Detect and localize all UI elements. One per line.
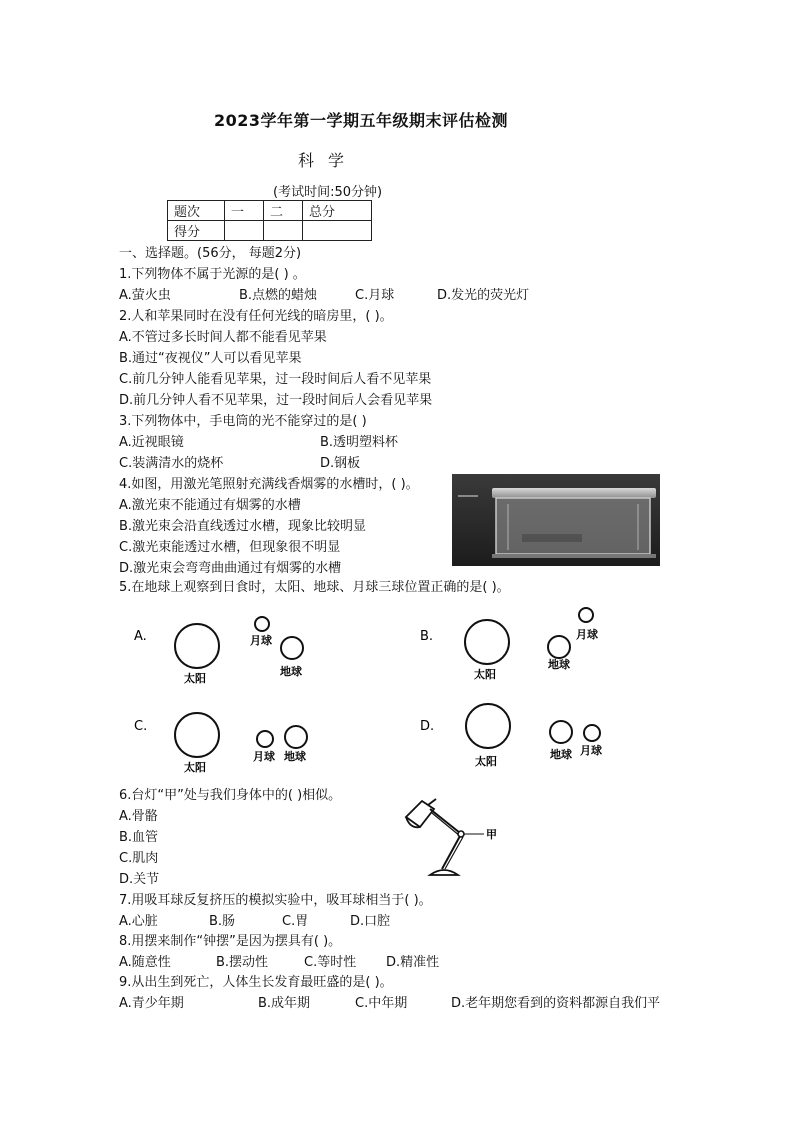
exam-title: 2023学年第一学期五年级期末评估检测 [214,111,509,130]
question-2-stem: 2.人和苹果同时在没有任何光线的暗房里，( )。 [119,309,393,324]
q8-option-a[interactable]: A.随意性 [119,955,171,970]
q3-option-d[interactable]: D.钢板 [320,456,361,471]
earth-shape [548,636,570,658]
moon-shape [584,725,600,741]
q7-option-d[interactable]: D.口腔 [350,914,391,929]
moon-shape [255,617,269,631]
moon-label: 月球 [250,634,272,647]
sun-label: 太阳 [184,761,206,774]
q6-option-d[interactable]: D.关节 [119,872,160,887]
q2-option-b[interactable]: B.通过“夜视仪”人可以看见苹果 [119,351,302,366]
q4-option-b[interactable]: B.激光束会沿直线透过水槽，现象比较明显 [119,519,367,534]
question-3-stem: 3.下列物体中，手电筒的光不能穿过的是( ) [119,414,367,429]
question-5-stem: 5.在地球上观察到日食时，太阳、地球、月球三球位置正确的是( )。 [119,580,510,595]
desk-lamp-illustration [400,795,510,880]
q1-option-b[interactable]: B.点燃的蜡烛 [239,288,318,303]
sun-earth-moon-diagram [120,602,630,780]
table-cell: 一 [225,201,264,221]
q3-option-c[interactable]: C.装满清水的烧杯 [119,456,224,471]
table-cell: 题次 [168,201,225,221]
moon-shape [579,608,593,622]
q4-option-a[interactable]: A.激光束不能通过有烟雾的水槽 [119,498,301,513]
table-cell: 二 [264,201,303,221]
q5-option-a-label[interactable]: A. [134,629,147,644]
q9-option-b[interactable]: B.成年期 [258,996,311,1011]
sun-label: 太阳 [184,672,206,685]
moon-label: 月球 [580,744,602,757]
earth-label: 地球 [280,665,302,678]
q9-option-d[interactable]: D.老年期您看到的资料都源自我们平 [451,996,661,1011]
question-7-stem: 7.用吸耳球反复挤压的模拟实验中，吸耳球相当于( )。 [119,893,432,908]
section-heading: 一、选择题。(56分， 每题2分) [119,246,302,261]
sun-shape [175,624,219,668]
subject-title: 科学 [298,151,359,170]
sun-shape [466,704,510,748]
q1-option-d[interactable]: D.发光的荧光灯 [437,288,530,303]
moon-label: 月球 [576,628,598,641]
earth-label: 地球 [548,658,570,671]
score-input-cell[interactable] [264,221,303,241]
q8-option-b[interactable]: B.摆动性 [216,955,269,970]
q2-option-d[interactable]: D.前几分钟人看不见苹果，过一段时间后人会看见苹果 [119,393,433,408]
q6-option-c[interactable]: C.肌肉 [119,851,159,866]
q7-option-b[interactable]: B.肠 [209,914,236,929]
score-table [167,200,372,241]
q6-option-a[interactable]: A.骨骼 [119,809,158,824]
q6-option-b[interactable]: B.血管 [119,830,159,845]
q7-option-c[interactable]: C.胃 [282,914,309,929]
moon-shape [257,731,273,747]
score-input-cell[interactable] [303,221,372,241]
question-9-stem: 9.从出生到死亡，人体生长发育最旺盛的是( )。 [119,975,393,990]
q1-option-a[interactable]: A.萤火虫 [119,288,171,303]
table-row [168,221,372,241]
earth-shape [285,726,307,748]
sun-shape [465,620,509,664]
earth-shape [281,637,303,659]
q5-option-b-label[interactable]: B. [420,629,434,644]
q9-option-c[interactable]: C.中年期 [355,996,408,1011]
q7-option-a[interactable]: A.心脏 [119,914,158,929]
q4-option-d[interactable]: D.激光束会弯弯曲曲通过有烟雾的水槽 [119,561,342,576]
sun-label: 太阳 [475,755,497,768]
moon-label: 月球 [253,750,275,763]
q2-option-c[interactable]: C.前几分钟人能看见苹果，过一段时间后人看不见苹果 [119,372,432,387]
score-input-cell[interactable] [225,221,264,241]
lamp-label-jia: 甲 [486,828,497,841]
q3-option-a[interactable]: A.近视眼镜 [119,435,184,450]
q1-option-c[interactable]: C.月球 [355,288,395,303]
earth-label: 地球 [550,748,572,761]
sun-shape [175,713,219,757]
question-4-stem: 4.如图，用激光笔照射充满线香烟雾的水槽时，( )。 [119,477,419,492]
table-cell: 总分 [303,201,372,221]
table-cell: 得分 [168,221,225,241]
q4-option-c[interactable]: C.激光束能透过水槽，但现象很不明显 [119,540,341,555]
water-tank-photo [452,474,660,566]
question-1-stem: 1.下列物体不属于光源的是( ) 。 [119,267,306,282]
q9-option-a[interactable]: A.青少年期 [119,996,184,1011]
question-6-stem: 6.台灯“甲”处与我们身体中的( )相似。 [119,788,342,803]
q5-option-c-label[interactable]: C. [134,719,148,734]
q8-option-c[interactable]: C.等时性 [304,955,357,970]
table-row [168,201,372,221]
q2-option-a[interactable]: A.不管过多长时间人都不能看见苹果 [119,330,327,345]
q3-option-b[interactable]: B.透明塑料杯 [320,435,399,450]
question-8-stem: 8.用摆来制作“钟摆”是因为摆具有( )。 [119,934,342,949]
q8-option-d[interactable]: D.精准性 [386,955,440,970]
earth-shape [550,721,572,743]
sun-label: 太阳 [474,668,496,681]
exam-time: (考试时间:50分钟) [273,185,383,200]
earth-label: 地球 [284,750,306,763]
q5-option-d-label[interactable]: D. [420,719,435,734]
